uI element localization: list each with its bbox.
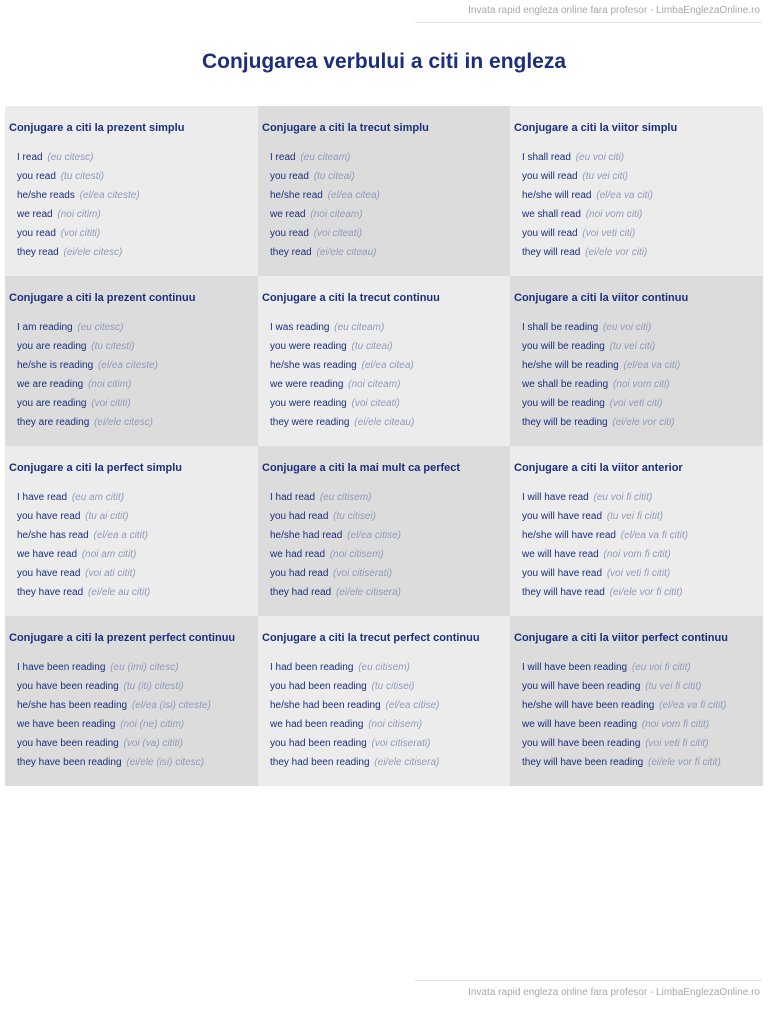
romanian-translation: (voi citiserati)	[371, 738, 431, 749]
romanian-translation: (noi citim)	[87, 379, 132, 390]
romanian-translation: (tu vei citi)	[609, 341, 656, 352]
conjugation-list	[9, 658, 258, 772]
tense-heading: Conjugare a citi la viitor perfect continuu	[514, 632, 728, 644]
english-form: we read	[270, 209, 306, 220]
conjugation-list	[9, 148, 258, 262]
conjugation-row	[270, 564, 510, 583]
romanian-translation: (tu (iti) citesti)	[123, 681, 184, 692]
romanian-translation: (el/ea citeste)	[97, 360, 158, 371]
tense-card-prezent-simplu	[5, 106, 258, 276]
romanian-translation: (el/ea citea)	[361, 360, 414, 371]
romanian-translation: (voi cititi)	[91, 398, 131, 409]
english-form: he/she will have been reading	[522, 700, 655, 711]
conjugation-row	[17, 394, 258, 413]
english-form: they are reading	[17, 417, 90, 428]
conjugation-row	[17, 148, 258, 167]
conjugation-row	[270, 488, 510, 507]
romanian-translation: (eu citeam)	[334, 322, 385, 333]
conjugation-row	[270, 205, 510, 224]
tense-heading: Conjugare a citi la viitor anterior	[514, 462, 683, 474]
romanian-translation: (tu vei fi citit)	[645, 681, 702, 692]
conjugation-row	[522, 564, 763, 583]
english-form: he/she read	[270, 190, 323, 201]
conjugation-row	[17, 488, 258, 507]
romanian-translation: (voi veti fi citit)	[606, 568, 671, 579]
conjugation-row	[17, 167, 258, 186]
conjugation-list	[514, 318, 763, 432]
english-form: I was reading	[270, 322, 330, 333]
english-form: I am reading	[17, 322, 73, 333]
english-form: I shall read	[522, 152, 571, 163]
romanian-translation: (voi veti citi)	[582, 228, 636, 239]
conjugation-row	[522, 337, 763, 356]
conjugation-row	[522, 186, 763, 205]
site-footer: Invata rapid engleza online fara profesor - LimbaEnglezaOnline.ro	[415, 980, 762, 1003]
romanian-translation: (noi vom fi citit)	[641, 719, 710, 730]
romanian-translation: (ei/ele citeau)	[316, 247, 377, 258]
conjugation-row	[17, 696, 258, 715]
romanian-translation: (el/ea citise)	[385, 700, 440, 711]
romanian-translation: (ei/ele citisera)	[374, 757, 440, 768]
english-form: you will have read	[522, 511, 603, 522]
conjugation-row	[522, 715, 763, 734]
romanian-translation: (ei/ele citesc)	[94, 417, 153, 428]
conjugation-row	[522, 696, 763, 715]
english-form: you have read	[17, 511, 81, 522]
conjugation-row	[522, 243, 763, 262]
english-form: you will be reading	[522, 398, 605, 409]
conjugation-list	[9, 318, 258, 432]
tense-card-viitor-continuu	[510, 276, 763, 446]
conjugation-row	[17, 564, 258, 583]
english-form: I read	[17, 152, 43, 163]
english-form: he/she has read	[17, 530, 89, 541]
conjugation-row	[270, 394, 510, 413]
conjugation-row	[17, 677, 258, 696]
romanian-translation: (tu ai citit)	[85, 511, 129, 522]
english-form: you read	[17, 228, 56, 239]
conjugation-row	[522, 526, 763, 545]
tense-heading: Conjugare a citi la viitor continuu	[514, 292, 689, 304]
romanian-translation: (tu vei citi)	[582, 171, 628, 182]
conjugation-row	[270, 507, 510, 526]
conjugation-row	[17, 526, 258, 545]
english-form: we had read	[270, 549, 326, 560]
english-form: they will be reading	[522, 417, 608, 428]
tense-heading: Conjugare a citi la prezent continuu	[9, 292, 196, 304]
romanian-translation: (eu voi citi)	[575, 152, 625, 163]
romanian-translation: (noi am citit)	[81, 549, 137, 560]
romanian-translation: (noi citeam)	[348, 379, 401, 390]
conjugation-row	[522, 658, 763, 677]
conjugation-row	[270, 413, 510, 432]
conjugation-row	[17, 413, 258, 432]
conjugation-row	[17, 507, 258, 526]
conjugation-row	[17, 545, 258, 564]
conjugation-row	[522, 224, 763, 243]
english-form: I will have read	[522, 492, 589, 503]
conjugation-row	[270, 715, 510, 734]
english-form: you will be reading	[522, 341, 605, 352]
conjugation-row	[270, 583, 510, 602]
conjugation-list	[262, 148, 510, 262]
conjugation-row	[522, 488, 763, 507]
tense-heading: Conjugare a citi la trecut continuu	[262, 292, 440, 304]
english-form: they read	[270, 247, 312, 258]
conjugation-list	[262, 488, 510, 602]
english-form: you are reading	[17, 398, 87, 409]
tense-heading: Conjugare a citi la viitor simplu	[514, 122, 678, 134]
conjugation-row	[522, 413, 763, 432]
romanian-translation: (eu citeam)	[300, 152, 351, 163]
english-form: you will have read	[522, 568, 603, 579]
tense-card-trecut-continuu	[258, 276, 510, 446]
conjugation-list	[262, 318, 510, 432]
conjugation-row	[17, 734, 258, 753]
conjugation-row	[522, 375, 763, 394]
conjugation-row	[522, 318, 763, 337]
english-form: you will read	[522, 228, 578, 239]
romanian-translation: (voi (va) cititi)	[123, 738, 183, 749]
english-form: you had read	[270, 568, 329, 579]
conjugation-row	[17, 186, 258, 205]
conjugation-row	[522, 677, 763, 696]
romanian-translation: (ei/ele au citit)	[87, 587, 151, 598]
english-form: they will read	[522, 247, 581, 258]
romanian-translation: (voi veti fi citit)	[645, 738, 709, 749]
romanian-translation: (tu citisei)	[333, 511, 376, 522]
romanian-translation: (voi citiserati)	[333, 568, 393, 579]
conjugation-row	[270, 356, 510, 375]
english-form: they have read	[17, 587, 84, 598]
english-form: we read	[17, 209, 53, 220]
english-form: they were reading	[270, 417, 350, 428]
conjugation-row	[270, 186, 510, 205]
english-form: you have been reading	[17, 681, 119, 692]
tense-card-prezent-continuu	[5, 276, 258, 446]
romanian-translation: (el/ea va fi citit)	[620, 530, 688, 541]
conjugation-row	[270, 526, 510, 545]
conjugation-row	[522, 545, 763, 564]
english-form: he/she has been reading	[17, 700, 128, 711]
romanian-translation: (ei/ele citesc)	[63, 247, 123, 258]
conjugation-list	[514, 658, 763, 772]
romanian-translation: (voi veti citi)	[609, 398, 663, 409]
english-form: they had read	[270, 587, 332, 598]
conjugation-row	[270, 337, 510, 356]
english-form: we have been reading	[17, 719, 116, 730]
romanian-translation: (eu voi fi citit)	[631, 662, 691, 673]
romanian-translation: (el/ea va citi)	[596, 190, 653, 201]
romanian-translation: (el/ea citeste)	[79, 190, 140, 201]
romanian-translation: (eu voi fi citit)	[593, 492, 653, 503]
conjugation-list	[514, 148, 763, 262]
tense-card-prezent-perfect-continuu	[5, 616, 258, 786]
english-form: he/she had read	[270, 530, 343, 541]
english-form: he/she had been reading	[270, 700, 381, 711]
english-form: he/she is reading	[17, 360, 94, 371]
english-form: you read	[270, 228, 309, 239]
english-form: we are reading	[17, 379, 84, 390]
english-form: I had been reading	[270, 662, 354, 673]
conjugation-row	[522, 734, 763, 753]
romanian-translation: (el/ea citise)	[347, 530, 401, 541]
conjugation-row	[270, 658, 510, 677]
romanian-translation: (eu citesc)	[77, 322, 124, 333]
conjugation-list	[514, 488, 763, 602]
english-form: he/she will have read	[522, 530, 616, 541]
romanian-translation: (el/ea va fi citit)	[659, 700, 727, 711]
english-form: I shall be reading	[522, 322, 599, 333]
english-form: you read	[17, 171, 56, 182]
tense-card-mai-mult-ca-perfect	[258, 446, 510, 616]
conjugation-row	[522, 507, 763, 526]
romanian-translation: (el/ea citea)	[327, 190, 380, 201]
conjugation-row	[270, 243, 510, 262]
english-form: we had been reading	[270, 719, 364, 730]
english-form: you had read	[270, 511, 329, 522]
english-form: you have been reading	[17, 738, 119, 749]
english-form: I had read	[270, 492, 316, 503]
english-form: they have been reading	[17, 757, 122, 768]
english-form: we have read	[17, 549, 78, 560]
romanian-translation: (tu citeai)	[313, 171, 355, 182]
romanian-translation: (voi citeati)	[351, 398, 400, 409]
english-form: you will read	[522, 171, 578, 182]
conjugation-row	[270, 318, 510, 337]
romanian-translation: (tu citesti)	[91, 341, 135, 352]
english-form: he/she reads	[17, 190, 75, 201]
english-form: you were reading	[270, 341, 347, 352]
romanian-translation: (voi ati citit)	[85, 568, 136, 579]
tense-heading: Conjugare a citi la trecut simplu	[262, 122, 429, 134]
english-form: he/she will be reading	[522, 360, 619, 371]
conjugation-row	[270, 696, 510, 715]
romanian-translation: (noi citim)	[57, 209, 101, 220]
english-form: you are reading	[17, 341, 87, 352]
english-form: you had been reading	[270, 738, 367, 749]
romanian-translation: (ei/ele (isi) citesc)	[126, 757, 205, 768]
romanian-translation: (eu citisem)	[358, 662, 410, 673]
tense-card-viitor-simplu	[510, 106, 763, 276]
romanian-translation: (noi (ne) citim)	[120, 719, 185, 730]
romanian-translation: (eu citisem)	[319, 492, 372, 503]
conjugation-row	[17, 375, 258, 394]
romanian-translation: (noi vom citi)	[612, 379, 670, 390]
romanian-translation: (ei/ele vor fi citit)	[609, 587, 683, 598]
romanian-translation: (eu voi citi)	[602, 322, 652, 333]
tense-heading: Conjugare a citi la prezent perfect continuu	[9, 632, 236, 644]
english-form: they will have been reading	[522, 757, 644, 768]
romanian-translation: (ei/ele citeau)	[354, 417, 415, 428]
conjugation-row	[17, 583, 258, 602]
conjugation-row	[17, 205, 258, 224]
conjugation-row	[522, 356, 763, 375]
conjugation-row	[17, 224, 258, 243]
tense-card-viitor-perfect-continuu	[510, 616, 763, 786]
romanian-translation: (eu (imi) citesc)	[110, 662, 179, 673]
romanian-translation: (noi vom citi)	[585, 209, 643, 220]
english-form: I read	[270, 152, 296, 163]
romanian-translation: (ei/ele citisera)	[335, 587, 401, 598]
english-form: they read	[17, 247, 59, 258]
romanian-translation: (tu citesti)	[60, 171, 105, 182]
english-form: they had been reading	[270, 757, 370, 768]
english-form: I have been reading	[17, 662, 106, 673]
conjugation-row	[270, 545, 510, 564]
romanian-translation: (noi vom fi citit)	[603, 549, 671, 560]
conjugation-row	[17, 715, 258, 734]
english-form: I have read	[17, 492, 68, 503]
conjugation-row	[270, 753, 510, 772]
english-form: I will have been reading	[522, 662, 628, 673]
romanian-translation: (tu citisei)	[371, 681, 415, 692]
tense-heading: Conjugare a citi la prezent simplu	[9, 122, 185, 134]
romanian-translation: (ei/ele vor citi)	[612, 417, 675, 428]
conjugation-row	[522, 394, 763, 413]
conjugation-row	[17, 658, 258, 677]
tense-heading: Conjugare a citi la perfect simplu	[9, 462, 182, 474]
conjugation-row	[17, 318, 258, 337]
romanian-translation: (noi citisem)	[368, 719, 423, 730]
conjugation-row	[17, 356, 258, 375]
tense-card-viitor-anterior	[510, 446, 763, 616]
page-title: Conjugarea verbului a citi in engleza	[201, 50, 567, 73]
romanian-translation: (ei/ele vor citi)	[585, 247, 648, 258]
conjugation-row	[17, 243, 258, 262]
tense-card-perfect-simplu	[5, 446, 258, 616]
english-form: he/she was reading	[270, 360, 357, 371]
conjugation-row	[270, 734, 510, 753]
english-form: you will have been reading	[522, 681, 641, 692]
english-form: you had been reading	[270, 681, 367, 692]
english-form: we shall read	[522, 209, 581, 220]
conjugation-row	[270, 677, 510, 696]
conjugation-row	[522, 583, 763, 602]
english-form: you were reading	[270, 398, 347, 409]
english-form: you will have been reading	[522, 738, 641, 749]
romanian-translation: (voi cititi)	[60, 228, 101, 239]
english-form: we will have read	[522, 549, 599, 560]
romanian-translation: (ei/ele vor fi citit)	[647, 757, 721, 768]
romanian-translation: (el/ea (isi) citeste)	[131, 700, 211, 711]
romanian-translation: (eu am citit)	[71, 492, 125, 503]
conjugation-row	[522, 753, 763, 772]
conjugation-list	[262, 658, 510, 772]
english-form: we will have been reading	[522, 719, 638, 730]
conjugation-row	[270, 224, 510, 243]
tense-heading: Conjugare a citi la mai mult ca perfect	[262, 462, 461, 474]
conjugation-row	[522, 205, 763, 224]
tense-heading: Conjugare a citi la trecut perfect continuu	[262, 632, 480, 644]
english-form: they will have read	[522, 587, 605, 598]
romanian-translation: (el/ea va citi)	[623, 360, 681, 371]
tense-card-trecut-simplu	[258, 106, 510, 276]
romanian-translation: (voi citeati)	[313, 228, 363, 239]
conjugation-row	[17, 753, 258, 772]
romanian-translation: (tu citeai)	[351, 341, 393, 352]
tense-card-trecut-perfect-continuu	[258, 616, 510, 786]
conjugation-grid	[5, 106, 763, 786]
romanian-translation: (tu vei fi citit)	[606, 511, 663, 522]
english-form: we shall be reading	[522, 379, 609, 390]
romanian-translation: (eu citesc)	[47, 152, 94, 163]
romanian-translation: (noi citeam)	[310, 209, 363, 220]
conjugation-row	[270, 167, 510, 186]
conjugation-row	[270, 375, 510, 394]
english-form: you read	[270, 171, 309, 182]
conjugation-list	[9, 488, 258, 602]
conjugation-row	[17, 337, 258, 356]
conjugation-row	[522, 148, 763, 167]
conjugation-row	[270, 148, 510, 167]
site-header: Invata rapid engleza online fara profesor - LimbaEnglezaOnline.ro	[415, 0, 762, 23]
romanian-translation: (el/ea a citit)	[93, 530, 148, 541]
romanian-translation: (noi citisem)	[329, 549, 384, 560]
english-form: we were reading	[270, 379, 344, 390]
conjugation-row	[522, 167, 763, 186]
english-form: he/she will read	[522, 190, 592, 201]
english-form: you have read	[17, 568, 81, 579]
